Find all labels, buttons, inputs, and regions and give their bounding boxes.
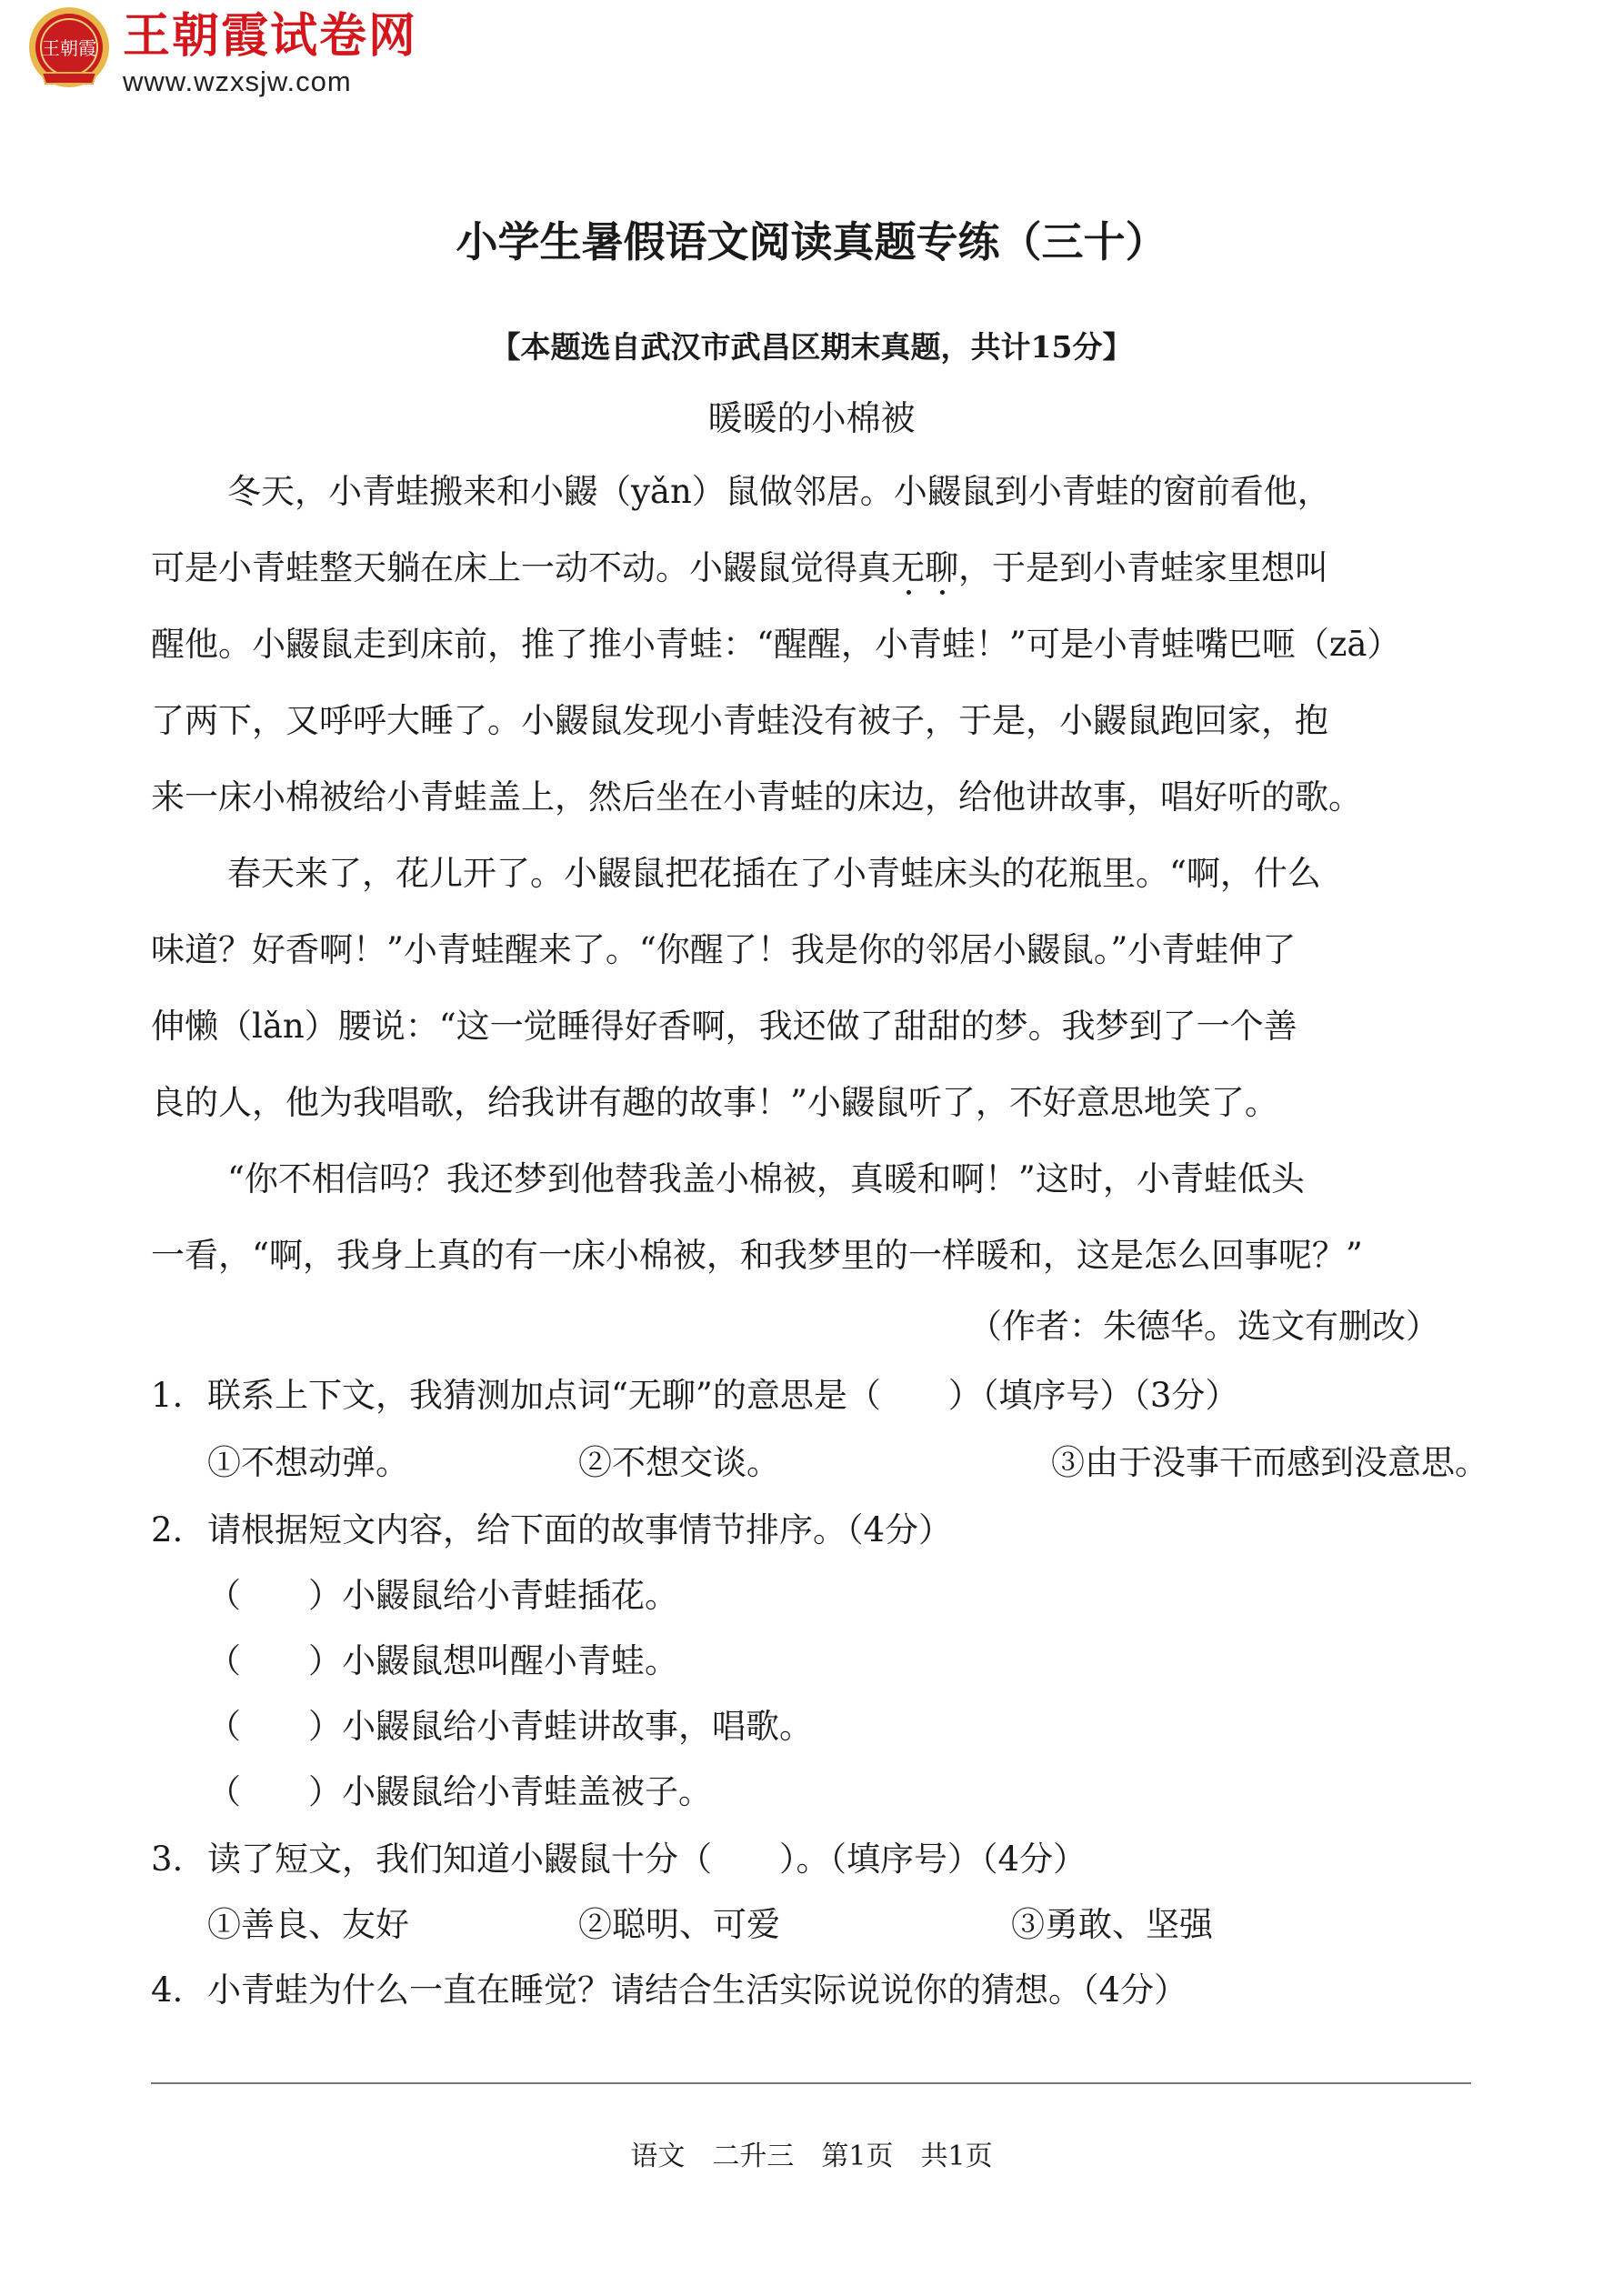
site-url[interactable]: www.wzxsjw.com	[123, 65, 352, 97]
source-note: 【本题选自武汉市武昌区期末真题，共计15分】	[490, 329, 1133, 365]
question-text: 联系上下文，我猜测加点词“无聊”的意思是（ ）（填序号）（3分）	[207, 1376, 1239, 1415]
story-line	[151, 544, 1328, 593]
story-line: “你不相信吗？我还梦到他替我盖小棉被，真暖和啊！”这时，小青蛙低头	[227, 1159, 1305, 1198]
q3-option: ②聪明、可爱	[578, 1905, 780, 1944]
answer-line[interactable]	[151, 2082, 1471, 2084]
question-text: 读了短文，我们知道小鼹鼠十分（ ）。（填序号）（4分）	[207, 1840, 1087, 1879]
q1-option: ①不想动弹。	[207, 1443, 409, 1482]
story-title: 暖暖的小棉被	[707, 398, 916, 438]
author-note: （作者：朱德华。选文有删改）	[968, 1307, 1439, 1346]
story-line-text: ，于是到小青蛙家里想叫	[958, 548, 1328, 587]
q2-item: （ ）小鼹鼠给小青蛙插花。	[207, 1576, 678, 1615]
q3-option: ③勇敢、坚强	[1011, 1905, 1213, 1944]
site-name: 王朝霞试卷网	[123, 9, 418, 64]
story-line: 伸懒（lǎn）腰说：“这一觉睡得好香啊，我还做了甜甜的梦。我梦到了一个善	[151, 1007, 1297, 1046]
q1-option: ③由于没事干而感到没意思。	[1051, 1443, 1488, 1482]
story-line: 冬天，小青蛙搬来和小鼹（yǎn）鼠做邻居。小鼹鼠到小青蛙的窗前看他，	[227, 472, 1331, 511]
q2-item: （ ）小鼹鼠给小青蛙盖被子。	[207, 1772, 712, 1811]
q2-item: （ ）小鼹鼠给小青蛙讲故事，唱歌。	[207, 1707, 813, 1746]
story-line: 良的人，他为我唱歌，给我讲有趣的故事！”小鼹鼠听了，不好意思地笑了。	[151, 1083, 1278, 1122]
story-line: 味道？好香啊！”小青蛙醒来了。“你醒了！我是你的邻居小鼹鼠。”小青蛙伸了	[151, 930, 1297, 969]
q3-option: ①善良、友好	[207, 1905, 409, 1944]
story-line: 春天来了，花儿开了。小鼹鼠把花插在了小青蛙床头的花瓶里。“啊，什么	[227, 854, 1321, 893]
story-line: 一看，“啊，我身上真的有一床小棉被，和我梦里的一样暖和，这是怎么回事呢？”	[151, 1236, 1363, 1275]
question-number: 4.	[151, 1970, 184, 2010]
q2-item: （ ）小鼹鼠想叫醒小青蛙。	[207, 1641, 678, 1680]
dotted-word: 聊	[925, 548, 958, 587]
question-number: 3.	[151, 1840, 184, 1879]
logo-seal-text: 王朝霞	[42, 37, 96, 59]
story-line: 来一床小棉被给小青蛙盖上，然后坐在小青蛙的床边，给他讲故事，唱好听的歌。	[151, 777, 1362, 817]
story-line-text: 可是小青蛙整天躺在床上一动不动。小鼹鼠觉得真	[151, 548, 891, 587]
dotted-word: 无	[891, 548, 925, 587]
q1-option: ②不想交谈。	[578, 1443, 780, 1482]
page-title: 小学生暑假语文阅读真题专练（三十）	[456, 217, 1167, 266]
story-line: 了两下，又呼呼大睡了。小鼹鼠发现小青蛙没有被子，于是，小鼹鼠跑回家，抱	[151, 701, 1328, 740]
question-number: 1.	[151, 1376, 184, 1415]
site-logo-seal-icon	[27, 5, 111, 89]
question-number: 2.	[151, 1510, 184, 1549]
question-text: 小青蛙为什么一直在睡觉？请结合生活实际说说你的猜想。（4分）	[207, 1970, 1188, 2010]
story-line: 醒他。小鼹鼠走到床前，推了推小青蛙：“醒醒，小青蛙！”可是小青蛙嘴巴咂（zā）	[151, 625, 1401, 664]
page-footer: 语文 二升三 第1页 共1页	[630, 2141, 993, 2172]
question-text: 请根据短文内容，给下面的故事情节排序。（4分）	[207, 1510, 953, 1549]
